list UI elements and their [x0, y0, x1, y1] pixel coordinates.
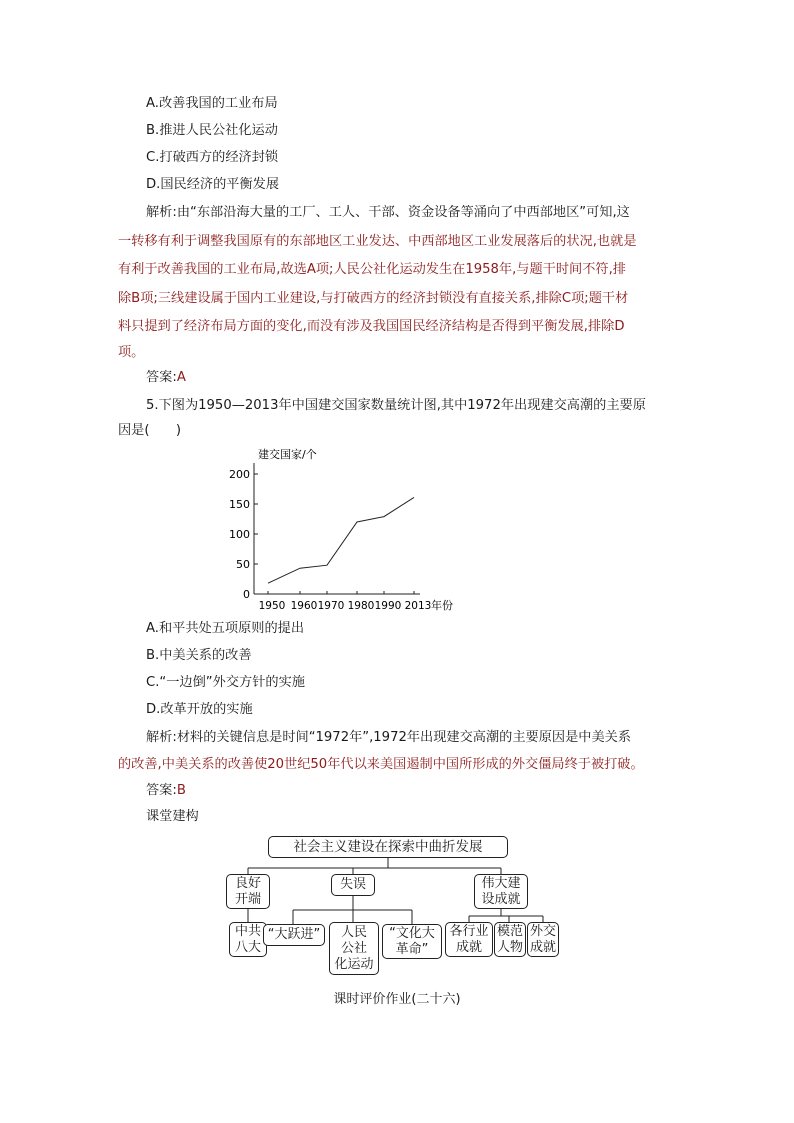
answer-label: 答案: — [146, 783, 177, 798]
diagram-text: 化运动 — [334, 956, 374, 972]
diagram-text: 外交 — [529, 923, 556, 939]
q4-option-c: C.打破西方的经济封锁 — [146, 150, 279, 165]
diagram-text: 开端 — [234, 891, 261, 907]
diagram-text: 成就 — [529, 939, 556, 955]
answer-value: B — [176, 783, 186, 798]
q4-option-d: D.国民经济的平衡发展 — [146, 177, 280, 192]
diagram-peoples-commune — [329, 922, 379, 975]
diagram-text: 中共 — [234, 923, 261, 939]
diagram-cultural-revolution — [382, 924, 442, 959]
q5-analysis-line2: 的改善,中美关系的改善使20世纪50年代以来美国遏制中国所形成的外交僵局终于被打破。 — [118, 757, 644, 772]
diagram-text: 设成就 — [481, 891, 521, 907]
x-tick-label: 1960 — [290, 600, 318, 612]
diagram-text: 伟大建 — [481, 875, 521, 891]
q5-option-c: C.“一边倒”外交方针的实施 — [146, 675, 305, 690]
diagram-text: 八大 — [234, 939, 261, 955]
diagram-achievements — [474, 874, 528, 909]
diagram-good-start — [226, 874, 270, 909]
q5-option-d: D.改革开放的实施 — [146, 702, 253, 717]
answer-value: A — [176, 370, 186, 385]
x-tick-label: 1970 — [317, 600, 345, 612]
diagram-industry-achievements — [445, 922, 493, 957]
diagram-mistakes — [331, 874, 375, 896]
y-tick-label: 50 — [236, 558, 250, 571]
chart-xlabel: 年份 — [431, 599, 453, 612]
q5-option-b: B.中美关系的改善 — [146, 648, 252, 663]
q4-option-b: B.推进人民公社化运动 — [146, 123, 278, 138]
diagram-root: 社会主义建设在探索中曲折发展 — [268, 836, 508, 858]
diagram-text: 模范 — [496, 923, 523, 939]
answer-label: 答案: — [146, 370, 177, 385]
x-tick-label: 1990 — [374, 600, 402, 612]
q4-analysis-line: 有利于改善我国的工业布局,故选A项;人民公社化运动发生在1958年,与题干时间不符,排 — [118, 262, 626, 277]
diagram-text: 良好 — [234, 875, 261, 891]
x-tick-label: 2013 — [404, 600, 432, 612]
diagram-text: “大跃进” — [267, 927, 321, 942]
diagram-text: 公社 — [340, 940, 367, 956]
y-tick-label: 100 — [229, 528, 250, 541]
q5-stem-line1: 5.下图为1950—2013年中国建交国家数量统计图,其中1972年出现建交高潮的主要原 — [146, 398, 646, 413]
y-tick-label: 200 — [229, 468, 250, 481]
footer-title: 课时评价作业(二十六) — [333, 992, 461, 1007]
q4-analysis-line: 一转移有利于调整我国原有的东部地区工业发达、中西部地区工业发展落后的状况,也就是 — [118, 234, 637, 249]
x-tick-label: 1950 — [258, 600, 286, 612]
q5-option-a: A.和平共处五项原则的提出 — [146, 621, 305, 636]
q5-analysis-line1: 解析:材料的关键信息是时间“1972年”,1972年出现建交高潮的主要原因是中美关系 — [146, 730, 632, 745]
diagram-text: 各行业 — [449, 923, 489, 939]
diagram-text: 革命” — [395, 941, 429, 957]
chart-ylabel: 建交国家/个 — [258, 448, 317, 461]
q4-analysis-line: 项。 — [118, 345, 145, 360]
diagram-text: 成就 — [455, 939, 482, 955]
diagram-model-people — [494, 922, 526, 957]
x-tick-label: 1980 — [347, 600, 375, 612]
diagram-text: 失误 — [339, 877, 366, 892]
q5-stem-line2: 因是( ) — [118, 423, 182, 438]
diagram-text: 人物 — [496, 939, 523, 955]
y-tick-label: 0 — [243, 588, 250, 601]
q4-analysis-line: 料只提到了经济布局方面的变化,而没有涉及我国国民经济结构是否得到平衡发展,排除D — [118, 319, 625, 334]
q4-analysis-line: 解析:由“东部沿海大量的工厂、工人、干部、资金设备等涌向了中西部地区”可知,这 — [146, 205, 630, 220]
diagram-great-leap — [263, 924, 325, 946]
section-title: 课堂建构 — [146, 809, 199, 824]
q4-analysis-line: 除B项;三线建设属于国内工业建设,与打破西方的经济封锁没有直接关系,排除C项;题干材 — [118, 291, 629, 306]
diagram-text: “文化大 — [389, 925, 435, 941]
diagram-diplomatic-achievements — [527, 922, 559, 957]
y-tick-label: 150 — [229, 498, 250, 511]
q4-option-a: A.改善我国的工业布局 — [146, 96, 278, 111]
diagram-text: 人民 — [340, 924, 367, 940]
diagram-eighth-congress — [229, 922, 267, 957]
